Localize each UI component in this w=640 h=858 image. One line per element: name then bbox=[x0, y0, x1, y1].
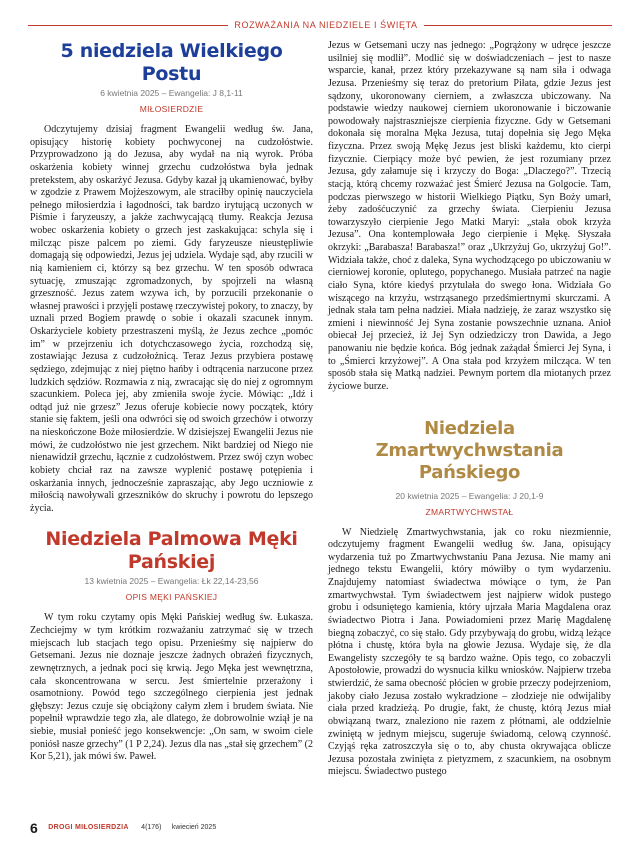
left-column bbox=[30, 40, 313, 764]
article-paragraph-continued: Jezus w Getsemani uczy nas jednego: „Pogrążony w udręce jeszcze usilniej się modlił”. Modlić się w doświadczeniach – jest to nasze wsparcie, kanał, przez który przekazywane są nam siła i odwaga Jezusa. Przenieśmy się teraz do pretorium Piłata, gdzie Jezus jest sądzony, ukoronowany cierniem, a zwłaszcza ubiczowany. Na podstawie wiedzy naukowej cierniem ukoronowanie i biczowanie powodowały najstraszniejsze cierpienia fizyczne. Gdy w Getsemani dokonała się moralna Męka Jezusa, tutaj dopełnia się Jego Męka fizyczna. Przez swoją Mękę Jezus jest bliski każdemu, kto cierpi fizycznie. Cierpiący może być pewien, że jest rozumiany przez Jezusa, gdy załamuje się i krzyczy do Boga: „Dlaczego?”. Trzecią stacją, którą chcemy rozważać jest Śmierć Jezusa na Golgocie. Tam, podczas pierwszego w historii Wielkiego Piątku, Syn Boży umarł, żeby zadośćuczynić za grzechy świata. Cierpieniu Jezusa towarzyszyło cierpienie Jego Matki Maryi: „stała obok krzyża Jezusa”. Ona kontemplowała Jego cierpienie i Mękę. Słyszała okrzyki: „Barabasza! Barabasza!” oraz „Ukrzyżuj Go, ukrzyżuj Go!”. Widziała także, choć z daleka, Syna wychodzącego po ubiczowaniu w cierniowej koronie, oplutego, popychanego. Musiała patrzeć na nagie ciało Syna, które kiedyś przytulała do swego łona. Widziała Go wiszącego na krzyżu, wstrząsanego przedśmiertnymi skurczami. A jednak stała tam pełna nadziei. Miała nadzieję, że zaraz wszystko się zmieni i niewinność Jej Syna zostanie powszechnie uznana. Anioł obiecał Jej przecież, iż Jej Syn odziedziczy tron Dawida, a Jego panowaniu nie będzie końca. Bóg jednak zażądał Śmierci Jej Syna, i to „Śmierci krzyżowej”. A Ona stała pod krzyżem milcząca. W ten sposób stała się Matką nadziei. Pewnym portem dla miotanych przez życiowe burze. bbox=[328, 40, 611, 392]
article-subject: OPIS MĘKI PAŃSKIEJ bbox=[125, 592, 218, 603]
section-label: ROZWAŻANIA NA NIEDZIELE I ŚWIĘTA bbox=[234, 20, 418, 30]
article-subject: ZMARTWYCHWSTAŁ bbox=[425, 506, 514, 517]
article-header-easter bbox=[328, 418, 611, 519]
section-header bbox=[28, 18, 612, 32]
article-paragraph: Odczytujemy dzisiaj fragment Ewangelii według św. Jana, opisujący historię kobiety pochwyconej na cudzołóstwie. Przyprowadzono ją do Jezusa, aby wydał na nią wyrok. Próba oskarżenia kobiety winnej grzechu cudzołóstwa była jednak pretekstem, aby oskarżyć Jezusa. Gdyby kazał ją ukamienować, byłby w zgodzie z Prawem Mojżeszowym, ale straciłby opinię nauczyciela pełnego miłosierdzia i łagodności, tak bardzo irytującą uczonych w Piśmie i faryzeuszy, a jakże zachwycającą tłumy. Reakcja Jezusa wobec oskarżenia kobiety o grzech jest zaskakująca: schyla się i milcząc pisze palcem po ziemi. Gdy faryzeusze nieustępliwie domagają się odpowiedzi, Jezus jej udziela. Wydaje sąd, aby rzucili w nią kamieniem ci, którzy są bez grzechu. W ten sposób odwraca sytuację, zmuszając zgromadzonych, by spojrzeli na własną grzeszność. Jezus zatem wzywa ich, by porzucili przekonanie o własnej prawości i przyjęli postawę rzeczywistej pokory, to znaczy, by uznali przed Bogiem prawdę o sobie i okazali szacunek innym. Oskarżyciele kobiety przestraszeni myślą, że Jezus zechce „pomóc im” w przejrzeniu ich dotychczasowego życia, rozchodzą się, zostawiając Jezusa z cudzołożnicą. Teraz Jezus przybiera postawę sędziego, zdejmując z niej piętno hańby i odtrącenia narzucone przez ludzkich sędziów. Rozmawia z nią, zwracając się do niej z ogromnym szacunkiem. Poleca jej, aby zmieniła swoje życie. Mówiąc: „Idź i odtąd już nie grzesz” Jezus oferuje kobiecie nowy początek, który stanie się faktem, jeśli ona odwróci się od swoich grzechów i otworzy na nieskończone Boże miłosierdzie. W dzisiejszej Ewangelii Jezus nie mówi, że cudzołóstwo nie jest grzechem. Nikt bardziej od Niego nie nienawidził grzechu, łącznie z cudzołóstwem. Przez swój czyn wobec kobiety chciał raz na zawsze wyplenić postawę potępienia i oskarżania innych, jednocześnie zapraszając, aby Jego uczniowie z miłością nawoływali grzeszników do skruchy i powrotu do lepszego życia. bbox=[30, 124, 313, 514]
magazine-name: DROGI MIŁOSIERDZIA bbox=[48, 824, 129, 832]
page-footer bbox=[30, 819, 330, 839]
right-column bbox=[328, 40, 611, 779]
issue-month: kwiecień 2025 bbox=[171, 824, 217, 832]
header-rule-right bbox=[424, 25, 612, 26]
article-subject: MIŁOSIERDZIE bbox=[139, 104, 204, 114]
article-title: Niedziela Palmowa Męki Pańskiej bbox=[45, 528, 298, 574]
article-date: 13 kwietnia 2025 – Ewangelia: Łk 22,14-23,56 bbox=[84, 576, 259, 587]
issue-number: 4(176) bbox=[141, 824, 162, 832]
article-paragraph: W Niedzielę Zmartwychwstania, jak co roku niezmiennie, odczytujemy fragment Ewangelii według św. Jana, opisujący wydarzenia tuż po Zmartwychwstaniu Pana Jezusa. Nie mamy ani jednego tekstu Ewangelii, który mówiłby o tym wydarzeniu. Znajdujemy natomiast świadectwa mówiące o tym, że Pan zmartwychwstał. Tym świadectwem jest najpierw widok pustego grobu i odsuniętego kamienia, który ujrzała Maria Magdalena oraz świadectwo Piotra i Jana. Powiadomieni przez Marię Magdalenę biegną zobaczyć, co się stało. Gdy przybywają do grobu, widzą leżące płótna i chustę, która była na głowie Jezusa. Wydaje się, że dla Ewangelisty szczegóły te są bardzo ważne. Opis tego, co zobaczyli Apostołowie, prowadzi do wysnucia kilku wniosków. Najpierw trzeba stwierdzić, że sama obecność płócien w grobie przeczy podejrzeniom, jakoby ciało Jezusa zostało wykradzione – złodzieje nie odwijaliby ciała przed kradzieżą. Po drugie, fakt, że chustę, którą Jezus miał obwiązaną twarz, znaleziono nie razem z płótnami, ale oddzielnie zwiniętą w jednym miejscu, sugeruje świadomą, celową czynność. Czyjąś ręka zatroszczyła się o to, aby chusta okrywająca oblicze Jezusa pozostała zwinięta z pietyzmem, z szacunkiem, na osobnym miejscu. Świadectwo pustego bbox=[328, 526, 611, 778]
article-date: 20 kwietnia 2025 – Ewangelia: J 20,1-9 bbox=[395, 490, 544, 501]
article-date: 6 kwietnia 2025 – Ewangelia: J 8,1-11 bbox=[100, 88, 243, 98]
article-header-lent bbox=[30, 40, 313, 116]
page-number: 6 bbox=[30, 819, 38, 836]
header-rule-left bbox=[28, 25, 228, 26]
article-paragraph: W tym roku czytamy opis Męki Pańskiej według św. Łukasza. Zechciejmy w tym krótkim rozważaniu zatrzymać się w trzech miejscach lub stacjach tego opisu. Przenieśmy się najpierw do Getsemani. Jezus nie doznaje jeszcze żadnych obrażeń fizycznych, zewnętrznych, a jednak poci się krwią. Jego Męka jest wewnętrzna, cała skoncentrowana w sercu. Jest śmiertelnie przerażony i osamotniony. Powód tego szczególnego cierpienia jest jednak głębszy: Jezus czuje się obciążony całym złem i brudem świata. Nie popełnił wprawdzie tego zła, ale dlatego, że dobrowolnie wziął je na siebie, musiał ponieść jego konsekwencje: „On sam, w swoim ciele poniósł nasze grzechy” (1 P 2,24). Jezus dla nas „stał się grzechem” (2 Kor 5,21), jak mówi św. Paweł. bbox=[30, 612, 313, 763]
article-title: 5 niedziela Wielkiego Postu bbox=[60, 40, 283, 85]
article-title: Niedziela Zmartwychwstania Pańskiego bbox=[375, 417, 564, 483]
article-header-palm bbox=[30, 528, 313, 604]
